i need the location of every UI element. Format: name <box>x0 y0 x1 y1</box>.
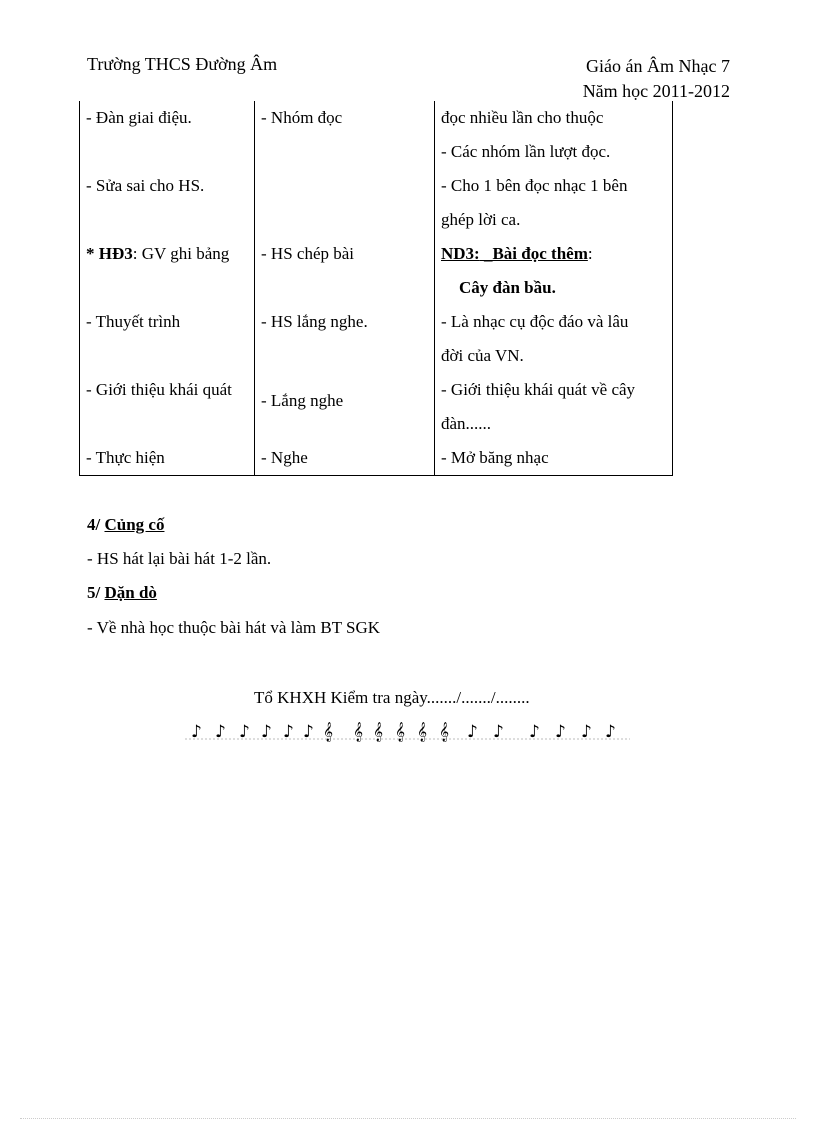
plan-title: Giáo án Âm Nhạc 7 <box>586 56 730 76</box>
content-line: ghép lời ca. <box>441 210 521 229</box>
content-line: đọc nhiều lần cho thuộc <box>441 108 604 127</box>
svg-text:♪: ♪ <box>239 722 250 742</box>
student-activity: - Lắng nghe <box>261 391 344 410</box>
section-consolidate-heading <box>87 515 164 535</box>
content-line: - Các nhóm lần lượt đọc. <box>441 142 611 161</box>
table-row <box>80 101 673 169</box>
section-title: Củng cố <box>104 515 165 534</box>
svg-text:♪: ♪ <box>555 722 566 742</box>
student-cell <box>255 169 435 237</box>
student-cell <box>255 237 435 305</box>
svg-text:♪: ♪ <box>467 722 478 742</box>
school-year: Năm học 2011-2012 <box>582 81 730 101</box>
svg-text:♪: ♪ <box>493 722 504 742</box>
teacher-activity: - Thuyết trình <box>86 312 181 331</box>
content-cell <box>435 169 673 237</box>
content-line: - Cho 1 bên đọc nhạc 1 bên <box>441 176 628 195</box>
section-title: Dặn dò <box>104 583 157 602</box>
table-row <box>80 305 673 373</box>
section-homework-item: - Về nhà học thuộc bài hát và làm BT SGK <box>87 618 381 637</box>
student-cell <box>255 373 435 441</box>
teacher-activity: : GV ghi bảng <box>132 244 230 263</box>
content-label: ND3: <box>441 244 480 263</box>
svg-text:♪: ♪ <box>261 722 272 742</box>
content-line: - Giới thiệu khái quát về cây <box>441 380 636 399</box>
teacher-activity: - Giới thiệu khái quát <box>86 380 232 399</box>
student-cell <box>255 441 435 476</box>
table-row <box>80 169 673 237</box>
svg-text:♪: ♪ <box>529 722 540 742</box>
student-activity: - HS lắng nghe. <box>261 312 368 331</box>
content-title: _Bài đọc thêm <box>479 244 588 263</box>
student-activity: - HS chép bài <box>261 244 355 263</box>
svg-text:𝄞: 𝄞 <box>439 722 450 742</box>
svg-text:𝄞: 𝄞 <box>395 722 406 742</box>
school-name: Trường THCS Đường Âm <box>87 54 278 74</box>
student-activity: - Nghe <box>261 448 308 467</box>
content-colon: : <box>587 244 593 263</box>
teacher-activity: - Đàn giai điệu. <box>86 108 192 127</box>
teacher-activity: - Sửa sai cho HS. <box>86 176 205 195</box>
svg-text:♪: ♪ <box>581 722 592 742</box>
svg-text:𝄞: 𝄞 <box>353 722 364 742</box>
content-subtitle: Cây đàn bầu. <box>459 278 556 297</box>
teacher-cell <box>80 101 255 169</box>
content-cell <box>435 441 673 476</box>
svg-text:♪: ♪ <box>605 722 616 742</box>
content-cell <box>435 101 673 169</box>
svg-text:♪: ♪ <box>191 722 202 742</box>
teacher-activity: - Thực hiện <box>86 448 165 467</box>
content-line: đời của VN. <box>441 346 524 365</box>
student-cell <box>255 305 435 373</box>
svg-text:𝄞: 𝄞 <box>417 722 428 742</box>
content-line: đàn...... <box>441 414 492 433</box>
music-notes-divider-icon <box>185 716 630 742</box>
signoff-line: Tổ KHXH Kiểm tra ngày......./......./........ <box>254 688 530 707</box>
svg-text:♪: ♪ <box>215 722 226 742</box>
content-cell <box>435 373 673 441</box>
svg-text:𝄞: 𝄞 <box>373 722 384 742</box>
section-number: 5/ <box>87 583 105 602</box>
teacher-cell <box>80 169 255 237</box>
content-heading <box>441 237 666 271</box>
section-consolidate-item: - HS hát lại bài hát 1-2 lần. <box>87 549 272 568</box>
table-row <box>80 373 673 441</box>
table-row <box>80 237 673 305</box>
svg-text:𝄞: 𝄞 <box>323 722 334 742</box>
activity-label: * HĐ3 <box>86 244 133 263</box>
student-cell <box>255 101 435 169</box>
page-bottom-divider <box>20 1118 796 1119</box>
svg-text:♪: ♪ <box>283 722 294 742</box>
teacher-cell <box>80 237 255 305</box>
content-cell <box>435 237 673 305</box>
teacher-cell <box>80 305 255 373</box>
section-homework-heading <box>87 583 157 603</box>
student-activity: - Nhóm đọc <box>261 108 343 127</box>
content-cell <box>435 305 673 373</box>
content-line: - Mở băng nhạc <box>441 448 549 467</box>
teacher-cell <box>80 373 255 441</box>
content-line: - Là nhạc cụ độc đáo và lâu <box>441 312 629 331</box>
section-number: 4/ <box>87 515 105 534</box>
table-row <box>80 441 673 476</box>
header-right <box>583 54 730 104</box>
svg-text:♪: ♪ <box>303 722 314 742</box>
teacher-cell <box>80 441 255 476</box>
lesson-table <box>79 101 673 476</box>
